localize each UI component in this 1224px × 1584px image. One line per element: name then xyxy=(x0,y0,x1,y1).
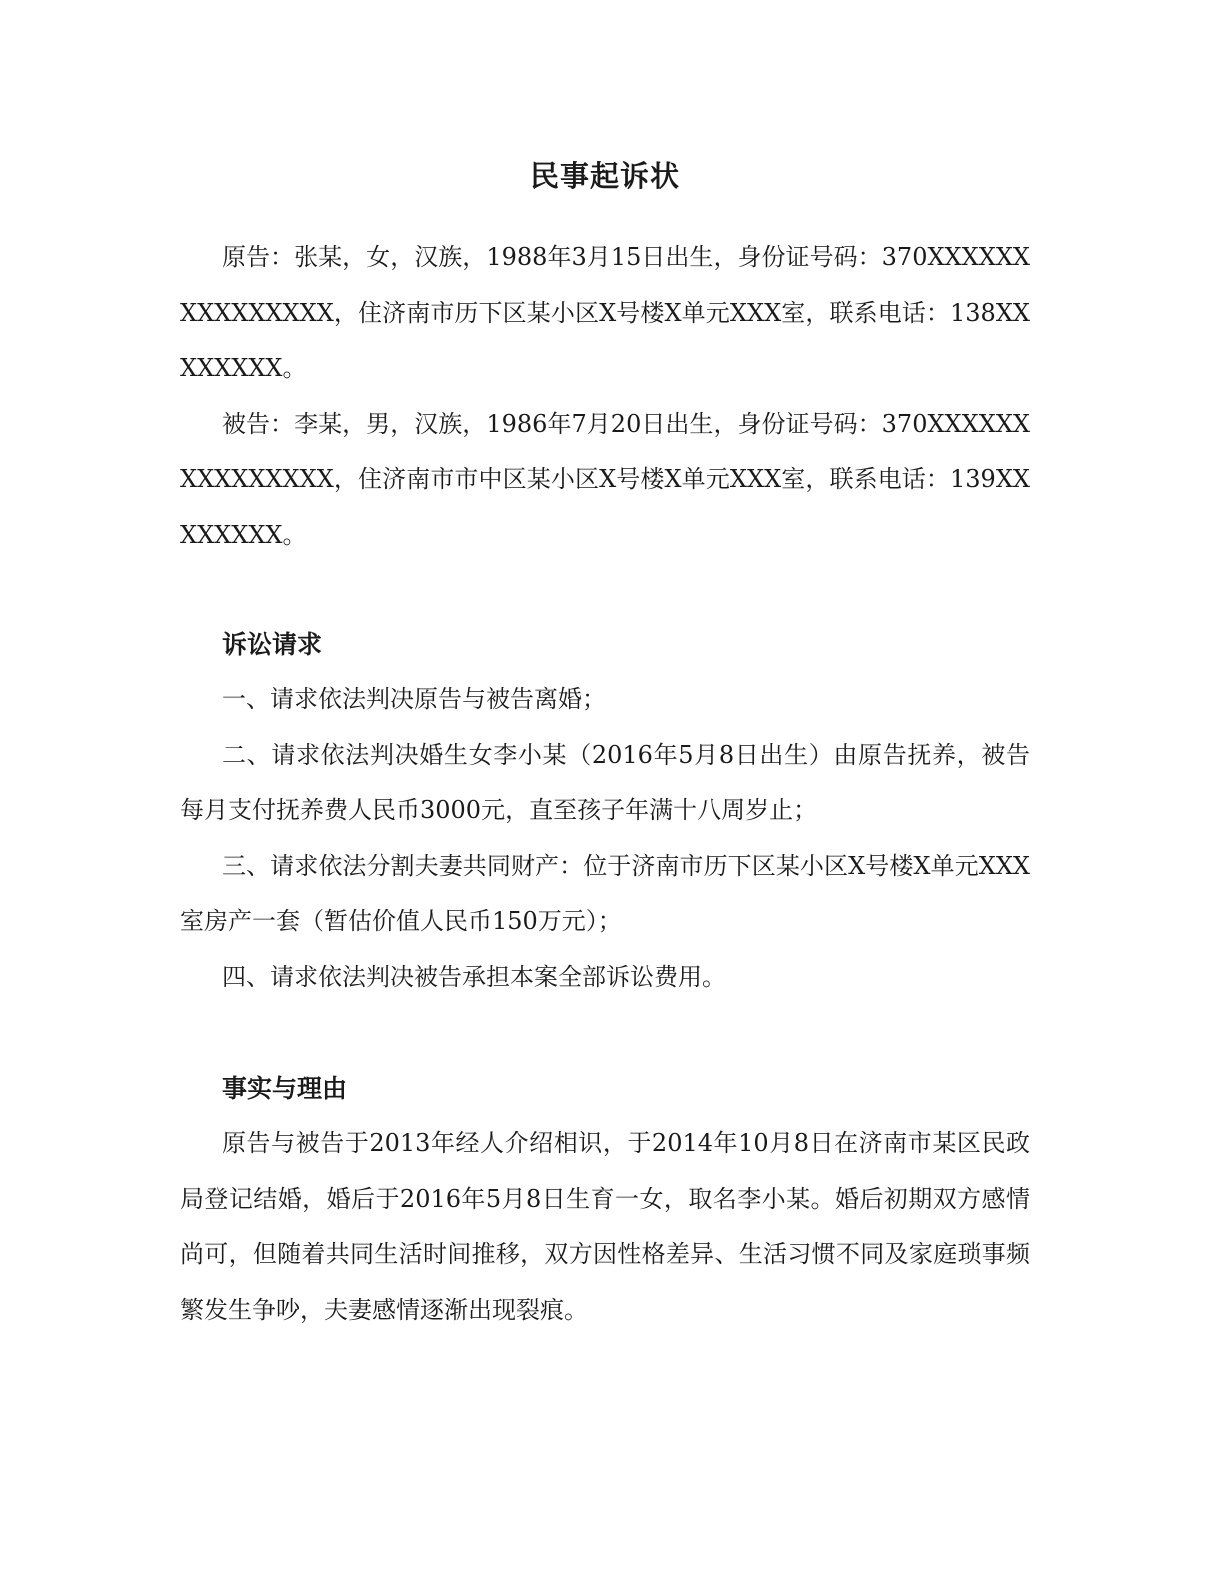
facts-section xyxy=(180,1061,1030,1338)
claims-section xyxy=(180,617,1030,1005)
claim-item: 三、请求依法分割夫妻共同财产：位于济南市历下区某小区X号楼X单元XXX室房产一套（暂估价值人民币150万元）； xyxy=(180,851,1030,935)
plaintiff-info: 原告：张某，女，汉族，1988年3月15日出生，身份证号码：370XXXXXXXXXXXXXXX，住济南市历下区某小区X号楼X单元XXX室，联系电话：138XXXXXXXX。 xyxy=(180,243,1030,382)
defendant-info: 被告：李某，男，汉族，1986年7月20日出生，身份证号码：370XXXXXXXXXXXXXXX，住济南市市中区某小区X号楼X单元XXX室，联系电话：139XXXXXXXX。 xyxy=(180,409,1030,549)
claim-item: 四、请求依法判决被告承担本案全部诉讼费用。 xyxy=(222,962,726,991)
facts-heading: 事实与理由 xyxy=(222,1074,348,1103)
claim-item: 一、请求依法判决原告与被告离婚； xyxy=(222,685,606,713)
claim-item: 二、请求依法判决婚生女李小某（2016年5月8日出生）由原告抚养，被告每月支付抚养费人民币3000元，直至孩子年满十八周岁止； xyxy=(180,740,1030,824)
facts-paragraph: 原告与被告于2013年经人介绍相识，于2014年10月8日在济南市某区民政局登记结婚，婚后于2016年5月8日生育一女，取名李小某。婚后初期双方感情尚可，但随着共同生活时间推移，双方因性格差异、生活习惯不同及家庭琐事频繁发生争吵，夫妻感情逐渐出现裂痕。 xyxy=(180,1129,1030,1324)
claims-heading: 诉讼请求 xyxy=(222,630,323,659)
parties-section xyxy=(180,230,1030,563)
document-title: 民事起诉状 xyxy=(529,159,680,193)
